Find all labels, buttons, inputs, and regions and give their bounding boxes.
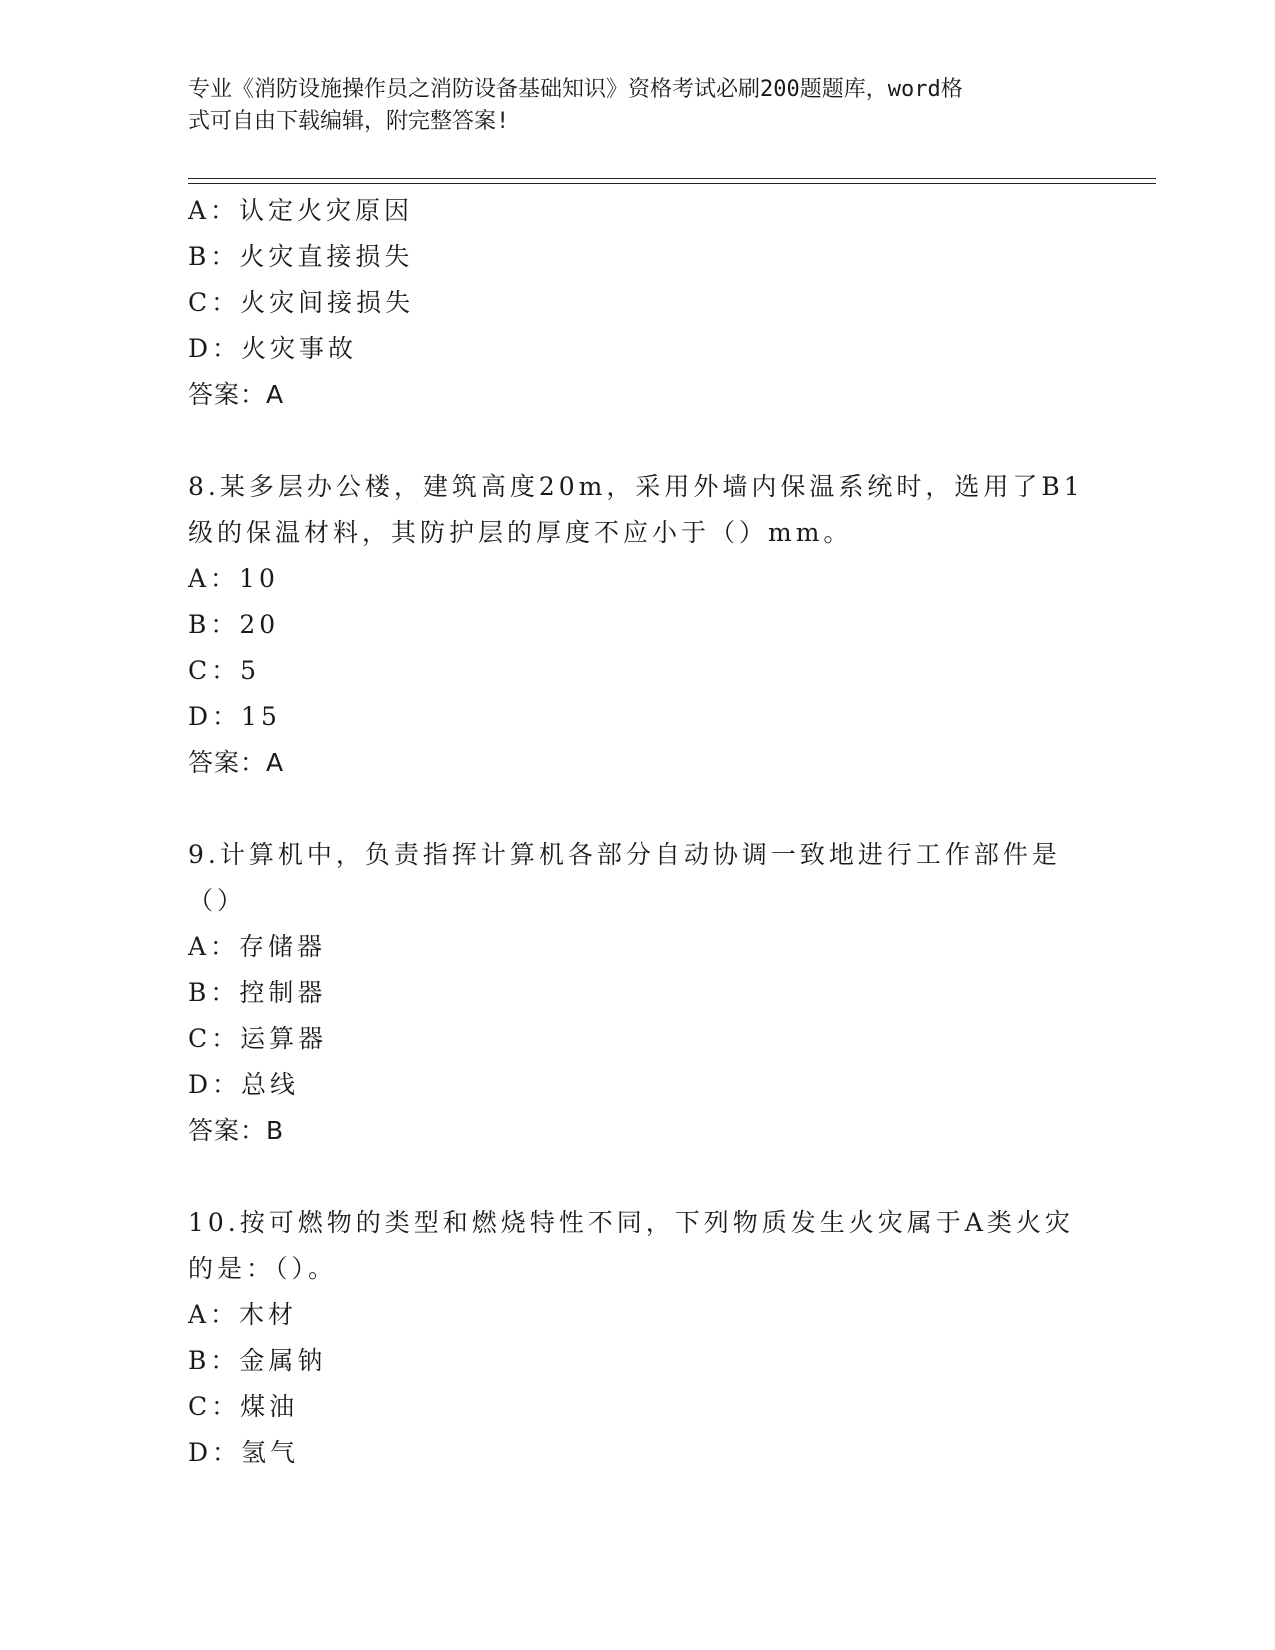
header-line-1: 专业《消防设施操作员之消防设备基础知识》资格考试必刷200题题库，word格 xyxy=(188,77,963,102)
answer: 答案：A xyxy=(188,748,285,777)
spacer xyxy=(188,418,1088,464)
question-text-line-2: 的是：（）。 xyxy=(188,1254,338,1283)
answer: 答案：A xyxy=(188,380,285,409)
question-10 xyxy=(188,1200,1088,1476)
option-c: C：5 xyxy=(188,656,261,685)
option-a: A：存储器 xyxy=(188,932,327,961)
header-line-2: 式可自由下载编辑，附完整答案! xyxy=(188,109,510,134)
question-text-line-1: 8.某多层办公楼，建筑高度20m，采用外墙内保温系统时，选用了B1 xyxy=(188,472,1084,501)
option-a: A：认定火灾原因 xyxy=(188,196,414,225)
answer: 答案：B xyxy=(188,1116,285,1145)
option-d: D：15 xyxy=(188,702,281,731)
question-list xyxy=(188,188,1088,1476)
option-b: B：20 xyxy=(188,610,280,639)
question-text-line-2: 级的保温材料，其防护层的厚度不应小于（）mm。 xyxy=(188,518,853,547)
option-d: D：火灾事故 xyxy=(188,334,358,363)
spacer xyxy=(188,786,1088,832)
option-b: B：控制器 xyxy=(188,978,327,1007)
option-c: C：煤油 xyxy=(188,1392,299,1421)
option-d: D：总线 xyxy=(188,1070,300,1099)
question-text-line-1: 9.计算机中，负责指挥计算机各部分自动协调一致地进行工作部件是 xyxy=(188,840,1061,869)
option-b: B：金属钠 xyxy=(188,1346,327,1375)
option-d: D：氢气 xyxy=(188,1438,300,1467)
question-8 xyxy=(188,464,1088,786)
question-text-line-2: （） xyxy=(188,886,247,915)
option-b: B：火灾直接损失 xyxy=(188,242,414,271)
page-header xyxy=(188,74,1068,138)
header-divider-bottom xyxy=(188,183,1156,184)
option-a: A：木材 xyxy=(188,1300,298,1329)
option-c: C：运算器 xyxy=(188,1024,328,1053)
question-9 xyxy=(188,832,1088,1154)
spacer xyxy=(188,1154,1088,1200)
header-divider-top xyxy=(188,178,1156,179)
option-a: A：10 xyxy=(188,564,279,593)
question-prev xyxy=(188,188,1088,418)
question-text-line-1: 10.按可燃物的类型和燃烧特性不同，下列物质发生火灾属于A类火灾 xyxy=(188,1208,1074,1237)
option-c: C：火灾间接损失 xyxy=(188,288,415,317)
